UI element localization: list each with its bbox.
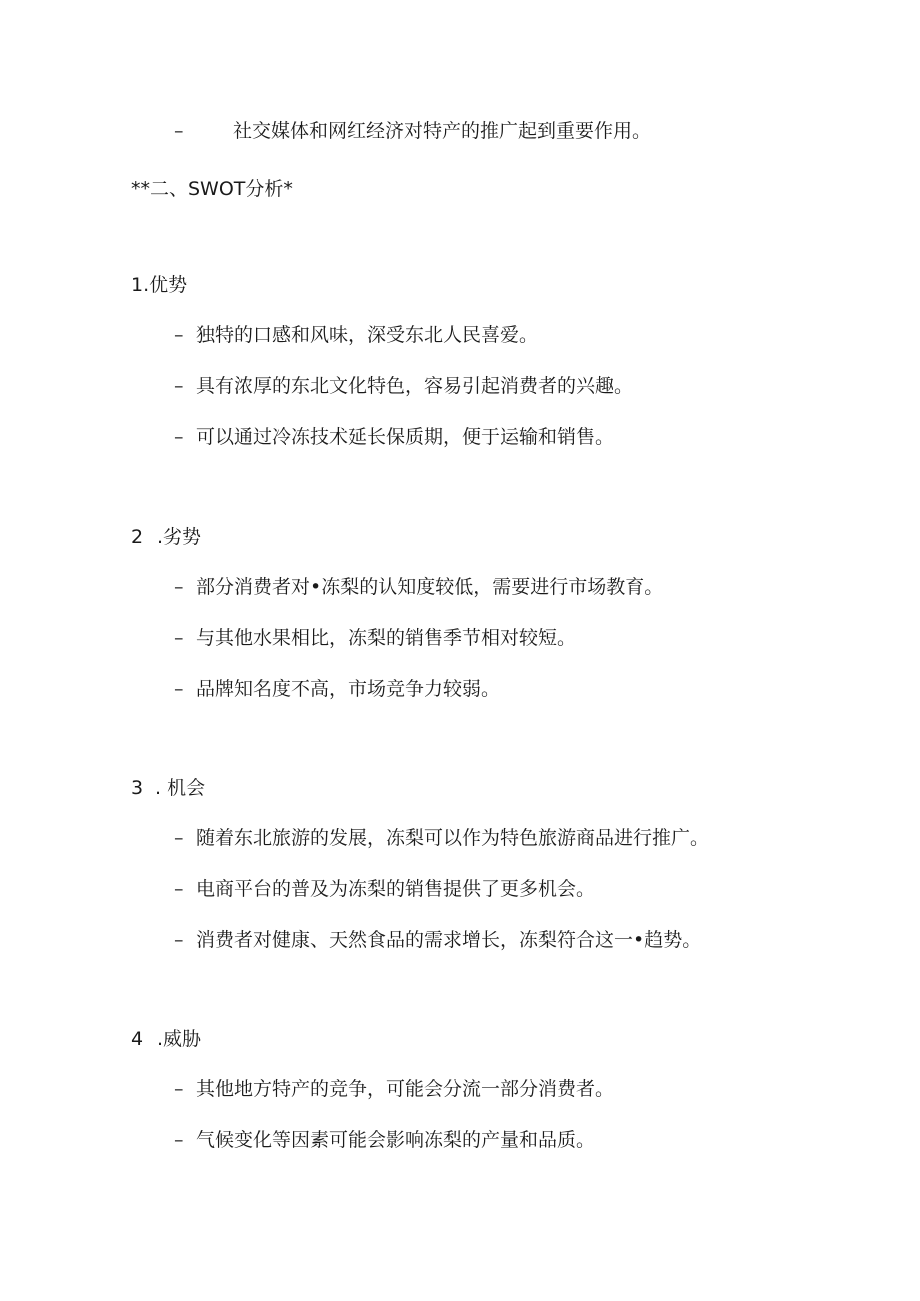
list-dash: – (174, 827, 184, 849)
section-number: 1. (131, 274, 150, 296)
list-item: 电商平台的普及为冻梨的销售提供了更多机会。 (196, 878, 596, 900)
section-heading-label: .劣势 (157, 526, 202, 548)
list-dash: – (174, 426, 184, 448)
list-dash: – (174, 120, 184, 142)
list-dash: – (174, 324, 184, 346)
section-heading-label: . 机会 (155, 777, 206, 799)
list-dash: – (174, 375, 184, 397)
list-item: 品牌知名度不高，市场竞争力较弱。 (196, 678, 501, 700)
list-item: 气候变化等因素可能会影响冻梨的产量和品质。 (196, 1129, 596, 1151)
section-number: 4 (131, 1028, 144, 1050)
section-heading (131, 776, 205, 800)
list-dash: – (174, 1129, 184, 1151)
intro-text: 社交媒体和网红经济对特产的推广起到重要作用。 (233, 120, 652, 142)
section-heading (131, 1027, 201, 1051)
list-dash: – (174, 1078, 184, 1100)
list-item: 部分消费者对•冻梨的认知度较低，需要进行市场教育。 (196, 576, 664, 598)
list-item: 随着东北旅游的发展，冻梨可以作为特色旅游商品进行推广。 (196, 827, 710, 849)
section-number: 2 (131, 526, 144, 548)
list-item: 消费者对健康、天然食品的需求增长，冻梨符合这一•趋势。 (196, 929, 702, 951)
section-heading-label: 优势 (149, 274, 188, 296)
section-heading (131, 273, 187, 297)
list-item: 其他地方特产的竞争，可能会分流一部分消费者。 (196, 1078, 615, 1100)
list-item: 具有浓厚的东北文化特色，容易引起消费者的兴趣。 (196, 375, 634, 397)
list-dash: – (174, 576, 184, 598)
list-item: 可以通过冷冻技术延长保质期，便于运输和销售。 (196, 426, 615, 448)
list-item: 与其他水果相比，冻梨的销售季节相对较短。 (196, 627, 577, 649)
list-dash: – (174, 627, 184, 649)
section-number: 3 (131, 777, 144, 799)
list-dash: – (174, 929, 184, 951)
section-title: **二、SWOT分析* (131, 178, 293, 200)
section-heading (131, 525, 201, 549)
list-item: 独特的口感和风味，深受东北人民喜爱。 (196, 324, 539, 346)
section-heading-label: .威胁 (157, 1028, 202, 1050)
list-dash: – (174, 878, 184, 900)
list-dash: – (174, 678, 184, 700)
